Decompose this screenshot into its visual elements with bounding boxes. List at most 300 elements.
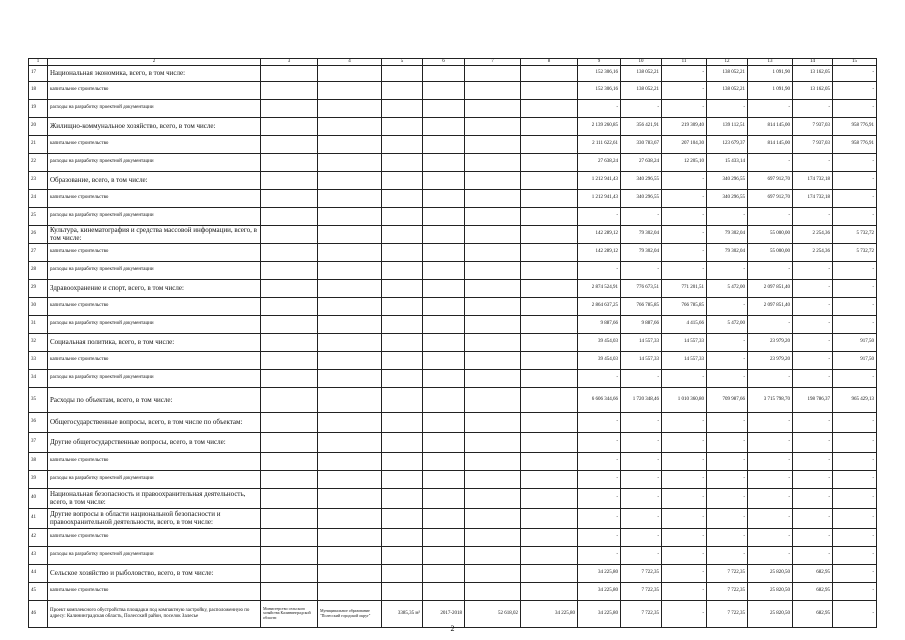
cell-c4 bbox=[318, 153, 382, 171]
cell-c3 bbox=[261, 564, 318, 582]
cell-v12: - bbox=[707, 369, 748, 387]
cell-c5 bbox=[382, 564, 423, 582]
row-name: Проект комплексного обустройства площадки под компактную застройку, расположенную по адресу: Калининградская область, Полесский район, поселок Залесье bbox=[48, 600, 261, 627]
table-row bbox=[29, 369, 877, 387]
cell-c7 bbox=[465, 279, 521, 297]
cell-c3 bbox=[261, 488, 318, 508]
cell-v9: 9 887,66 bbox=[578, 315, 621, 333]
cell-c6 bbox=[423, 315, 465, 333]
cell-c3 bbox=[261, 452, 318, 470]
cell-v14: 2 254,36 bbox=[793, 243, 833, 261]
table-row bbox=[29, 470, 877, 488]
cell-c7 bbox=[465, 153, 521, 171]
cell-v11: - bbox=[662, 243, 707, 261]
cell-v11: 14 557,33 bbox=[662, 333, 707, 351]
column-header: 4 bbox=[318, 59, 382, 66]
row-name: расходы на разработку проектной документации bbox=[48, 153, 261, 171]
cell-v12: 139 112,51 bbox=[707, 117, 748, 135]
cell-c8 bbox=[521, 528, 578, 546]
cell-c5 bbox=[382, 81, 423, 99]
cell-v10: 138 052,21 bbox=[621, 65, 662, 81]
cell-v15: 965 429,13 bbox=[833, 387, 877, 412]
cell-c7 bbox=[465, 452, 521, 470]
cell-v15: - bbox=[833, 546, 877, 564]
cell-v10: - bbox=[621, 488, 662, 508]
column-header: 10 bbox=[621, 59, 662, 66]
cell-v15: - bbox=[833, 171, 877, 189]
cell-v9: - bbox=[578, 508, 621, 528]
column-header: 7 bbox=[465, 59, 521, 66]
cell-v9: 2 111 622,61 bbox=[578, 135, 621, 153]
cell-c4 bbox=[318, 452, 382, 470]
cell-v11: 219 309,40 bbox=[662, 117, 707, 135]
row-number: 17 bbox=[29, 65, 48, 81]
cell-v14: 2 254,36 bbox=[793, 225, 833, 243]
cell-v13: 25 820,50 bbox=[748, 564, 793, 582]
cell-c4 bbox=[318, 333, 382, 351]
row-name: капитальное строительство bbox=[48, 189, 261, 207]
cell-c7 bbox=[465, 508, 521, 528]
cell-c6 bbox=[423, 470, 465, 488]
cell-c8 bbox=[521, 297, 578, 315]
cell-v11: - bbox=[662, 488, 707, 508]
cell-v12: 7 722,35 bbox=[707, 564, 748, 582]
cell-v9: 152 306,16 bbox=[578, 81, 621, 99]
cell-v13: - bbox=[748, 452, 793, 470]
cell-v15: - bbox=[833, 153, 877, 171]
cell-v12: 340 296,55 bbox=[707, 171, 748, 189]
cell-c5 bbox=[382, 99, 423, 117]
cell-c3 bbox=[261, 412, 318, 432]
cell-c5 bbox=[382, 189, 423, 207]
table-row bbox=[29, 315, 877, 333]
cell-c3 bbox=[261, 99, 318, 117]
cell-c7 bbox=[465, 315, 521, 333]
row-number: 38 bbox=[29, 452, 48, 470]
cell-v15: 958 776,91 bbox=[833, 117, 877, 135]
cell-v11: - bbox=[662, 369, 707, 387]
cell-v14: - bbox=[793, 99, 833, 117]
cell-v15: - bbox=[833, 600, 877, 627]
cell-v10: - bbox=[621, 528, 662, 546]
cell-c7 bbox=[465, 243, 521, 261]
row-name: капитальное строительство bbox=[48, 351, 261, 369]
cell-v9: - bbox=[578, 528, 621, 546]
cell-c4 bbox=[318, 117, 382, 135]
cell-v10: - bbox=[621, 546, 662, 564]
cell-v14: 7 937,03 bbox=[793, 135, 833, 153]
cell-v10: 27 638,24 bbox=[621, 153, 662, 171]
cell-v15: 5 732,72 bbox=[833, 243, 877, 261]
cell-v14: 682,95 bbox=[793, 600, 833, 627]
row-name: расходы на разработку проектной документации bbox=[48, 470, 261, 488]
cell-c4 bbox=[318, 387, 382, 412]
cell-c4 bbox=[318, 528, 382, 546]
cell-c6 bbox=[423, 582, 465, 600]
cell-c6 bbox=[423, 65, 465, 81]
row-number: 28 bbox=[29, 261, 48, 279]
cell-v14: 174 732,18 bbox=[793, 171, 833, 189]
row-name: расходы на разработку проектной документации bbox=[48, 99, 261, 117]
cell-c7 bbox=[465, 546, 521, 564]
cell-v11: 766 785,85 bbox=[662, 297, 707, 315]
cell-v9: 39 454,03 bbox=[578, 333, 621, 351]
cell-v10: 79 302,04 bbox=[621, 225, 662, 243]
cell-c3 bbox=[261, 261, 318, 279]
cell-v13: 1 091,90 bbox=[748, 81, 793, 99]
cell-c8 bbox=[521, 261, 578, 279]
table-row bbox=[29, 546, 877, 564]
cell-c3 bbox=[261, 65, 318, 81]
cell-c8 bbox=[521, 564, 578, 582]
row-number: 40 bbox=[29, 488, 48, 508]
cell-v14: - bbox=[793, 279, 833, 297]
cell-c4 bbox=[318, 207, 382, 225]
cell-v9: - bbox=[578, 546, 621, 564]
row-number: 18 bbox=[29, 81, 48, 99]
row-name: капитальное строительство bbox=[48, 452, 261, 470]
cell-v10: - bbox=[621, 261, 662, 279]
row-name: Сельское хозяйство и рыболовство, всего, в том числе: bbox=[48, 564, 261, 582]
cell-v11: 4 415,66 bbox=[662, 315, 707, 333]
cell-v9: 34 225,80 bbox=[578, 582, 621, 600]
row-name: расходы на разработку проектной документации bbox=[48, 207, 261, 225]
cell-v15: - bbox=[833, 207, 877, 225]
cell-c8 bbox=[521, 333, 578, 351]
row-name: капитальное строительство bbox=[48, 297, 261, 315]
cell-v15: - bbox=[833, 582, 877, 600]
row-number: 36 bbox=[29, 412, 48, 432]
cell-v12: - bbox=[707, 412, 748, 432]
cell-v11: - bbox=[662, 81, 707, 99]
cell-v15: 917,50 bbox=[833, 351, 877, 369]
row-number: 20 bbox=[29, 117, 48, 135]
cell-v13: - bbox=[748, 261, 793, 279]
cell-v10: 14 557,33 bbox=[621, 351, 662, 369]
cell-c5 bbox=[382, 452, 423, 470]
cell-v10: - bbox=[621, 207, 662, 225]
column-header: 15 bbox=[833, 59, 877, 66]
cell-c5 bbox=[382, 117, 423, 135]
cell-c6 bbox=[423, 369, 465, 387]
cell-c3 bbox=[261, 351, 318, 369]
cell-v13: - bbox=[748, 153, 793, 171]
cell-v9: - bbox=[578, 470, 621, 488]
row-name: Общегосударственные вопросы, всего, в том числе по объектам: bbox=[48, 412, 261, 432]
cell-v13: 55 000,00 bbox=[748, 225, 793, 243]
cell-c5 bbox=[382, 207, 423, 225]
cell-v13: - bbox=[748, 432, 793, 452]
cell-c5 bbox=[382, 508, 423, 528]
cell-v10: 356 421,91 bbox=[621, 117, 662, 135]
cell-c3 bbox=[261, 153, 318, 171]
cell-v10: - bbox=[621, 99, 662, 117]
cell-c7 bbox=[465, 225, 521, 243]
cell-c7 bbox=[465, 412, 521, 432]
column-header: 14 bbox=[793, 59, 833, 66]
cell-v14: 13 162,05 bbox=[793, 65, 833, 81]
cell-c6 bbox=[423, 135, 465, 153]
table-row bbox=[29, 582, 877, 600]
cell-v9: - bbox=[578, 452, 621, 470]
cell-v15: - bbox=[833, 488, 877, 508]
row-number: 34 bbox=[29, 369, 48, 387]
cell-c4 bbox=[318, 412, 382, 432]
cell-c6 bbox=[423, 452, 465, 470]
table-row bbox=[29, 297, 877, 315]
cell-c3 bbox=[261, 546, 318, 564]
cell-v9: 2 874 524,91 bbox=[578, 279, 621, 297]
cell-c8 bbox=[521, 412, 578, 432]
cell-v11: - bbox=[662, 412, 707, 432]
row-number: 29 bbox=[29, 279, 48, 297]
row-name: Культура, кинематография и средства массовой информации, всего, в том числе: bbox=[48, 225, 261, 243]
cell-c6 bbox=[423, 243, 465, 261]
cell-v15: - bbox=[833, 279, 877, 297]
cell-c4 bbox=[318, 564, 382, 582]
cell-c7: 52 618,02 bbox=[465, 600, 521, 627]
cell-c7 bbox=[465, 297, 521, 315]
row-name: Здравоохранение и спорт, всего, в том числе: bbox=[48, 279, 261, 297]
cell-c4 bbox=[318, 297, 382, 315]
table-row bbox=[29, 452, 877, 470]
cell-c7 bbox=[465, 171, 521, 189]
table-row bbox=[29, 528, 877, 546]
cell-v14: - bbox=[793, 528, 833, 546]
cell-v13: - bbox=[748, 99, 793, 117]
row-number: 24 bbox=[29, 189, 48, 207]
row-number: 44 bbox=[29, 564, 48, 582]
row-name: расходы на разработку проектной документации bbox=[48, 369, 261, 387]
cell-v13: - bbox=[748, 315, 793, 333]
cell-v11: - bbox=[662, 508, 707, 528]
cell-c8 bbox=[521, 99, 578, 117]
cell-c8 bbox=[521, 117, 578, 135]
cell-c6 bbox=[423, 171, 465, 189]
cell-c3 bbox=[261, 369, 318, 387]
cell-v13: 55 000,00 bbox=[748, 243, 793, 261]
cell-v11: - bbox=[662, 261, 707, 279]
cell-v13: - bbox=[748, 369, 793, 387]
cell-c6 bbox=[423, 412, 465, 432]
cell-v10: - bbox=[621, 432, 662, 452]
table-row bbox=[29, 171, 877, 189]
column-header: 6 bbox=[423, 59, 465, 66]
cell-v14: - bbox=[793, 261, 833, 279]
cell-v11: 771 201,51 bbox=[662, 279, 707, 297]
cell-c3 bbox=[261, 225, 318, 243]
cell-v14: 13 162,05 bbox=[793, 81, 833, 99]
table-row bbox=[29, 81, 877, 99]
cell-v13: 697 912,70 bbox=[748, 189, 793, 207]
cell-v13: 2 097 851,40 bbox=[748, 279, 793, 297]
cell-c4 bbox=[318, 351, 382, 369]
cell-v15: - bbox=[833, 369, 877, 387]
cell-v13: 25 820,50 bbox=[748, 582, 793, 600]
cell-v12: 5 472,00 bbox=[707, 315, 748, 333]
cell-c6 bbox=[423, 189, 465, 207]
cell-v13: - bbox=[748, 546, 793, 564]
cell-v15: - bbox=[833, 508, 877, 528]
cell-c6 bbox=[423, 564, 465, 582]
cell-c8 bbox=[521, 65, 578, 81]
cell-v11: 14 557,33 bbox=[662, 351, 707, 369]
cell-c3 bbox=[261, 315, 318, 333]
cell-c5 bbox=[382, 279, 423, 297]
cell-v9: 152 306,16 bbox=[578, 65, 621, 81]
cell-v11: - bbox=[662, 65, 707, 81]
cell-v11: - bbox=[662, 189, 707, 207]
cell-v9: - bbox=[578, 207, 621, 225]
cell-c5 bbox=[382, 171, 423, 189]
cell-c8 bbox=[521, 207, 578, 225]
cell-c8 bbox=[521, 189, 578, 207]
cell-v9: 1 212 941,43 bbox=[578, 189, 621, 207]
column-header: 11 bbox=[662, 59, 707, 66]
cell-v13: 2 097 851,40 bbox=[748, 297, 793, 315]
row-number: 21 bbox=[29, 135, 48, 153]
cell-v14: - bbox=[793, 432, 833, 452]
cell-v14: - bbox=[793, 488, 833, 508]
cell-v12: 7 722,35 bbox=[707, 582, 748, 600]
cell-v11: 207 104,30 bbox=[662, 135, 707, 153]
cell-v9: 39 454,03 bbox=[578, 351, 621, 369]
cell-v9: - bbox=[578, 488, 621, 508]
cell-c5 bbox=[382, 412, 423, 432]
cell-c4 bbox=[318, 225, 382, 243]
cell-c3: Министерство сельского хозяйства Калининградской области bbox=[261, 600, 318, 627]
cell-c5 bbox=[382, 297, 423, 315]
row-name: Образование, всего, в том числе: bbox=[48, 171, 261, 189]
cell-c3 bbox=[261, 582, 318, 600]
cell-c5 bbox=[382, 369, 423, 387]
cell-v12: 138 052,21 bbox=[707, 81, 748, 99]
cell-v9: 1 212 941,43 bbox=[578, 171, 621, 189]
cell-v15: 5 732,72 bbox=[833, 225, 877, 243]
table-row bbox=[29, 261, 877, 279]
cell-v10: 330 783,67 bbox=[621, 135, 662, 153]
cell-c4 bbox=[318, 279, 382, 297]
table-row bbox=[29, 432, 877, 452]
cell-c7 bbox=[465, 387, 521, 412]
cell-c5 bbox=[382, 387, 423, 412]
table-row bbox=[29, 99, 877, 117]
cell-c4 bbox=[318, 99, 382, 117]
cell-v11: - bbox=[662, 171, 707, 189]
row-name: капитальное строительство bbox=[48, 135, 261, 153]
cell-v13: 23 979,20 bbox=[748, 351, 793, 369]
cell-v13: 1 091,90 bbox=[748, 65, 793, 81]
cell-v9: 142 289,12 bbox=[578, 225, 621, 243]
cell-v15: - bbox=[833, 261, 877, 279]
row-number: 35 bbox=[29, 387, 48, 412]
cell-v13: - bbox=[748, 207, 793, 225]
cell-c6 bbox=[423, 225, 465, 243]
cell-c8 bbox=[521, 243, 578, 261]
cell-v11: 1 010 360,80 bbox=[662, 387, 707, 412]
row-number: 30 bbox=[29, 297, 48, 315]
cell-c8 bbox=[521, 546, 578, 564]
cell-v13: 3 715 798,70 bbox=[748, 387, 793, 412]
cell-c5 bbox=[382, 135, 423, 153]
cell-c7 bbox=[465, 369, 521, 387]
cell-v9: 2 864 637,25 bbox=[578, 297, 621, 315]
row-name: Жилищно-коммунальное хозяйство, всего, в том числе: bbox=[48, 117, 261, 135]
cell-c3 bbox=[261, 528, 318, 546]
cell-v14: - bbox=[793, 369, 833, 387]
cell-v13: - bbox=[748, 488, 793, 508]
cell-v13: 25 820,50 bbox=[748, 600, 793, 627]
cell-c6 bbox=[423, 81, 465, 99]
cell-v10: 340 296,55 bbox=[621, 171, 662, 189]
cell-c5 bbox=[382, 333, 423, 351]
cell-v14: 7 937,03 bbox=[793, 117, 833, 135]
cell-v12: - bbox=[707, 333, 748, 351]
cell-c5 bbox=[382, 153, 423, 171]
cell-v10: 340 296,55 bbox=[621, 189, 662, 207]
page-number: 2 bbox=[450, 624, 455, 633]
row-number: 46 bbox=[29, 600, 48, 627]
cell-v11: - bbox=[662, 564, 707, 582]
cell-c5 bbox=[382, 243, 423, 261]
table-row bbox=[29, 564, 877, 582]
cell-c6 bbox=[423, 117, 465, 135]
cell-c4 bbox=[318, 488, 382, 508]
cell-v15: - bbox=[833, 297, 877, 315]
cell-c7 bbox=[465, 117, 521, 135]
cell-c4 bbox=[318, 81, 382, 99]
cell-v12: 5 472,00 bbox=[707, 279, 748, 297]
cell-v10: 776 673,51 bbox=[621, 279, 662, 297]
cell-c6 bbox=[423, 333, 465, 351]
cell-v12: 340 296,55 bbox=[707, 189, 748, 207]
cell-c8 bbox=[521, 81, 578, 99]
cell-c7 bbox=[465, 65, 521, 81]
cell-c7 bbox=[465, 99, 521, 117]
cell-c7 bbox=[465, 582, 521, 600]
table-row bbox=[29, 243, 877, 261]
row-name: капитальное строительство bbox=[48, 81, 261, 99]
cell-c6 bbox=[423, 508, 465, 528]
cell-c7 bbox=[465, 333, 521, 351]
cell-v15: - bbox=[833, 564, 877, 582]
cell-v9: - bbox=[578, 412, 621, 432]
cell-v12: - bbox=[707, 99, 748, 117]
cell-v10: 79 302,04 bbox=[621, 243, 662, 261]
cell-c7 bbox=[465, 135, 521, 153]
cell-c3 bbox=[261, 279, 318, 297]
cell-c8 bbox=[521, 432, 578, 452]
table-row bbox=[29, 189, 877, 207]
cell-v15: - bbox=[833, 189, 877, 207]
cell-v14: - bbox=[793, 153, 833, 171]
cell-v14: 682,95 bbox=[793, 582, 833, 600]
table-row bbox=[29, 65, 877, 81]
cell-v13: 697 912,70 bbox=[748, 171, 793, 189]
cell-c4 bbox=[318, 315, 382, 333]
cell-v14: - bbox=[793, 351, 833, 369]
cell-c6 bbox=[423, 546, 465, 564]
row-number: 26 bbox=[29, 225, 48, 243]
cell-v12: - bbox=[707, 546, 748, 564]
cell-v15: 917,50 bbox=[833, 333, 877, 351]
table-row bbox=[29, 351, 877, 369]
row-name: капитальное строительство bbox=[48, 243, 261, 261]
cell-v13: 814 145,00 bbox=[748, 135, 793, 153]
cell-c5 bbox=[382, 261, 423, 279]
column-header: 1 bbox=[29, 59, 48, 66]
cell-v9: - bbox=[578, 369, 621, 387]
